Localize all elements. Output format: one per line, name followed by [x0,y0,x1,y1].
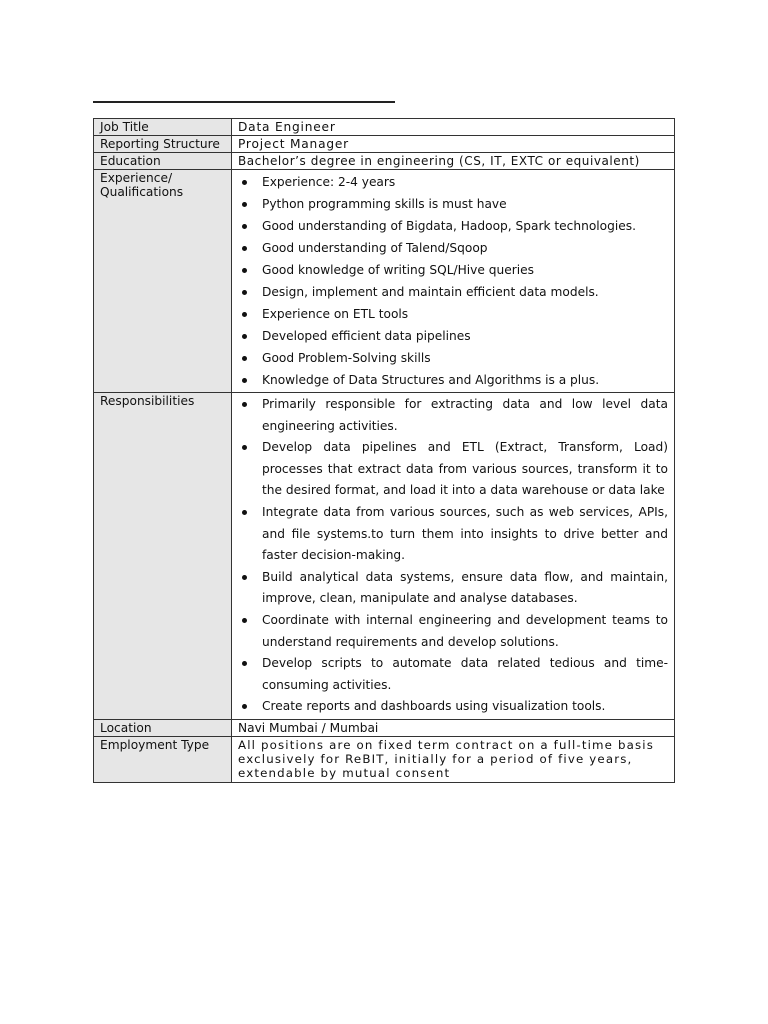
row-employment-type [94,736,675,782]
bullet-icon [242,402,247,407]
list-item: Design, implement and maintain efficient data models. [238,281,668,303]
label-experience [94,170,232,393]
bullet-icon [242,510,247,515]
row-reporting-structure [94,136,675,153]
list-item: Develop data pipelines and ETL (Extract, Transform, Load) processes that extract data from various sources, transform it to the desired format, and load it into a data warehouse or data lake [238,437,668,502]
list-item: Experience on ETL tools [238,303,668,325]
bullet-icon [242,575,247,580]
label-location: Location [94,719,232,736]
list-item: Good knowledge of writing SQL/Hive queries [238,259,668,281]
bullet-icon [242,704,247,709]
bullet-icon [242,180,247,185]
row-job-title [94,119,675,136]
list-item: Integrate data from various sources, such as web services, APIs, and file systems.to turn them into insights to drive better and faster decision-making. [238,502,668,567]
list-item: Primarily responsible for extracting data and low level data engineering activities. [238,394,668,437]
value-reporting-structure: Project Manager [232,136,675,153]
row-education [94,153,675,170]
list-item: Good understanding of Talend/Sqoop [238,237,668,259]
bullet-icon [242,356,247,361]
value-education: Bachelor’s degree in engineering (CS, IT, EXTC or equivalent) [232,153,675,170]
list-item: Coordinate with internal engineering and development teams to understand requirements and develop solutions. [238,610,668,653]
list-item: Develop scripts to automate data related tedious and time-consuming activities. [238,653,668,696]
list-item: Create reports and dashboards using visualization tools. [238,696,668,718]
value-location: Navi Mumbai / Mumbai [232,719,675,736]
label-education: Education [94,153,232,170]
list-item: Experience: 2-4 years [238,171,668,193]
bullet-icon [242,224,247,229]
list-item: Good understanding of Bigdata, Hadoop, Spark technologies. [238,215,668,237]
bullet-icon [242,378,247,383]
label-job-title: Job Title [94,119,232,136]
row-experience [94,170,675,393]
bullet-icon [242,268,247,273]
value-responsibilities [232,393,675,720]
label-experience-line1: Experience/ [100,171,173,185]
bullet-icon [242,445,247,450]
label-employment-type: Employment Type [94,736,232,782]
bullet-icon [242,246,247,251]
label-responsibilities: Responsibilities [94,393,232,720]
bullet-icon [242,334,247,339]
bullet-icon [242,618,247,623]
bullet-icon [242,202,247,207]
label-reporting-structure: Reporting Structure [94,136,232,153]
job-description-table [93,118,675,783]
value-experience [232,170,675,393]
value-job-title: Data Engineer [232,119,675,136]
bullet-icon [242,661,247,666]
label-experience-line2: Qualifications [100,185,184,199]
bullet-icon [242,312,247,317]
value-employment-type: All positions are on fixed term contract on a full-time basis exclusively for ReBIT, initially for a period of five years, extendable by mutual consent [232,736,675,782]
row-responsibilities [94,393,675,720]
header-rule [93,101,395,103]
list-item: Good Problem-Solving skills [238,347,668,369]
list-item: Knowledge of Data Structures and Algorithms is a plus. [238,369,668,391]
bullet-icon [242,290,247,295]
list-item: Developed efficient data pipelines [238,325,668,347]
responsibilities-list [238,394,668,718]
row-location [94,719,675,736]
experience-list [238,171,668,391]
list-item: Build analytical data systems, ensure data flow, and maintain, improve, clean, manipulate and analyse databases. [238,567,668,610]
list-item: Python programming skills is must have [238,193,668,215]
